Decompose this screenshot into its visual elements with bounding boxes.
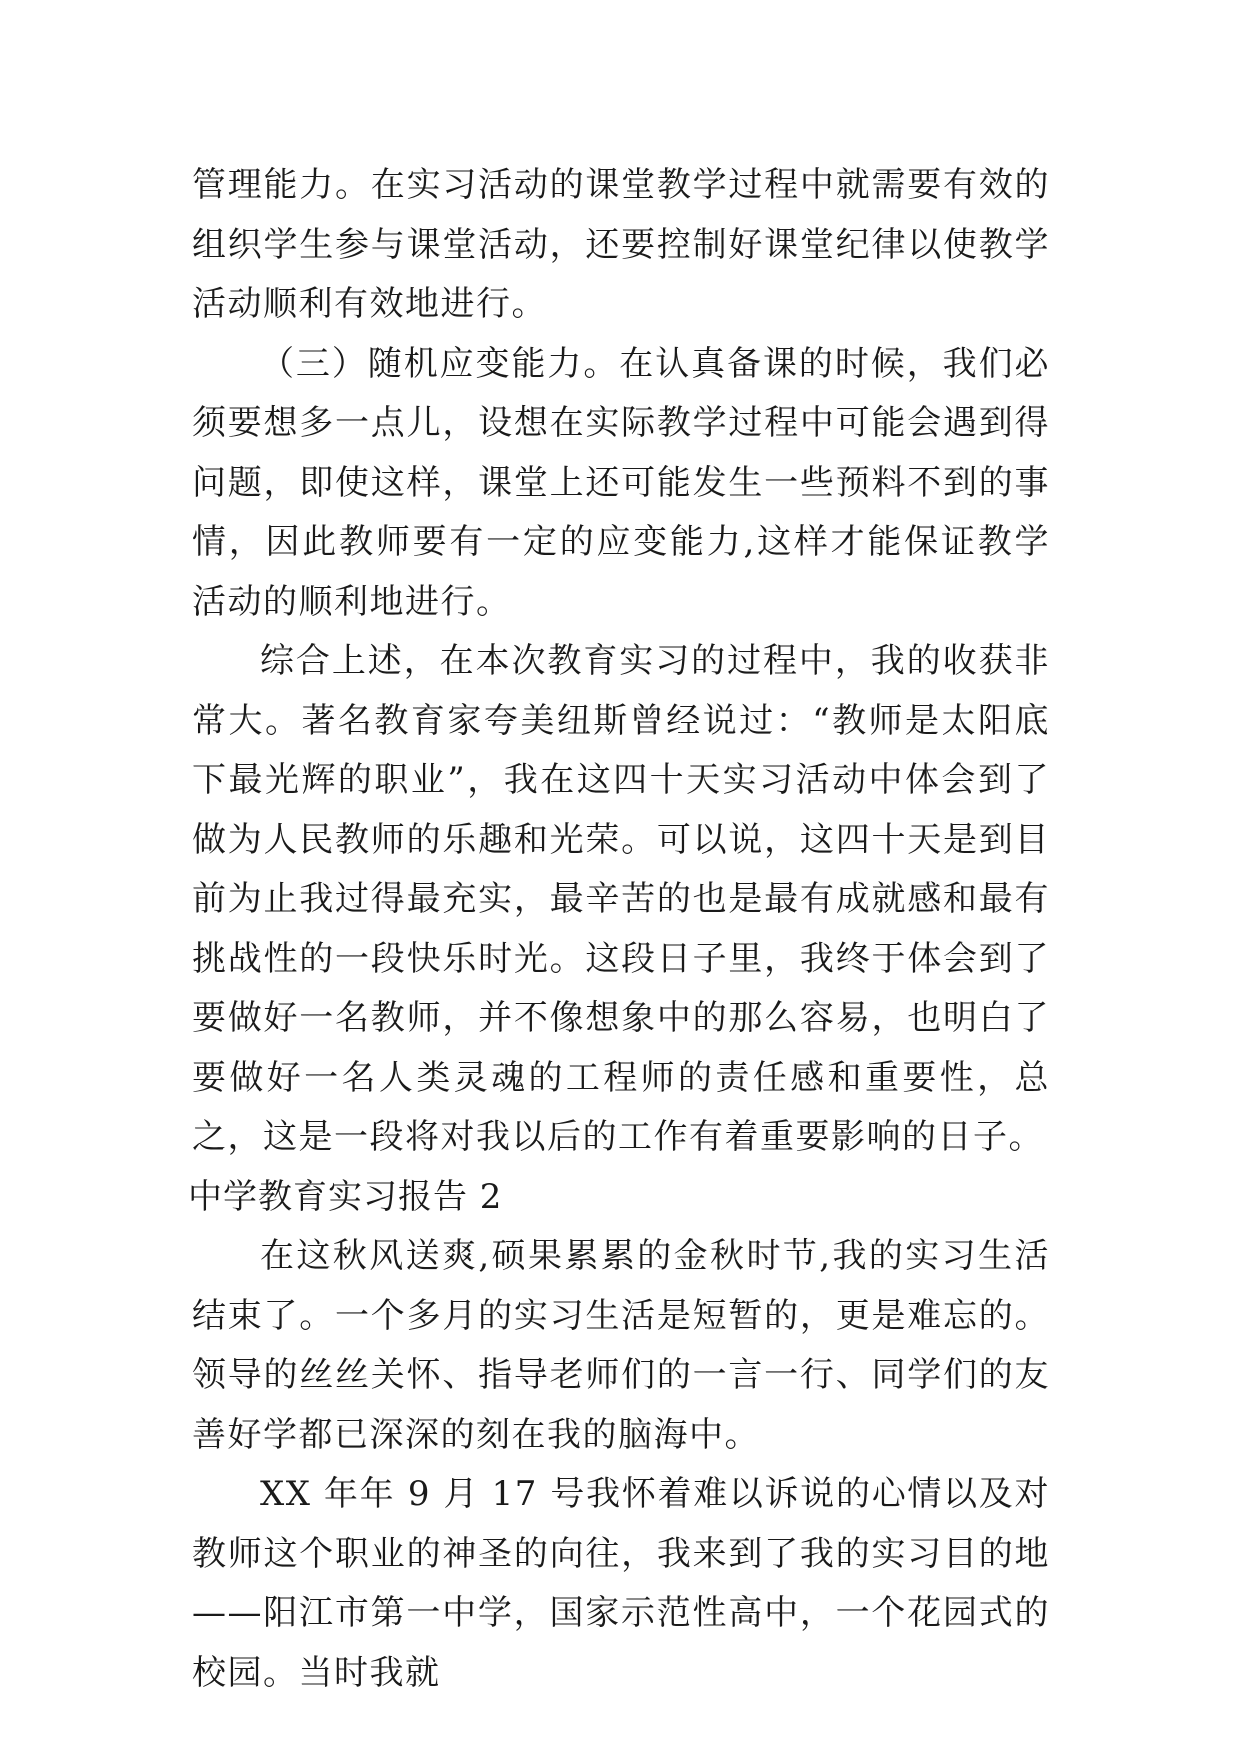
paragraph-arrival: XX 年年 9 月 17 号我怀着难以诉说的心情以及对教师这个职业的神圣的向往，我来到了我的实习目的地——阳江市第一中学，国家示范性高中，一个花园式的校园。当时我就 — [192, 1474, 1050, 1693]
document-body — [188, 156, 1050, 1703]
paragraph-summary: 综合上述，在本次教育实习的过程中，我的收获非常大。著名教育家夸美纽斯曾经说过：“教师是太阳底下最光辉的职业”，我在这四十天实习活动中体会到了做为人民教师的乐趣和光荣。可以说，这四十天是到目前为止我过得最充实，最辛苦的也是最有成就感和最有挑战性的一段快乐时光。这段日子里，我终于体会到了要做好一名教师，并不像想象中的那么容易，也明白了要做好一名人类灵魂的工程师的责任感和重要性，总之，这是一段将对我以后的工作有着重要影响的日子。 — [192, 641, 1050, 1157]
paragraph-adaptability: （三）随机应变能力。在认真备课的时候，我们必须要想多一点儿，设想在实际教学过程中可能会遇到得问题，即使这样，课堂上还可能发生一些预料不到的事情，因此教师要有一定的应变能力,这样才能保证教学活动的顺利地进行。 — [192, 343, 1050, 622]
paragraph-management-ability: 管理能力。在实习活动的课堂教学过程中就需要有效的组织学生参与课堂活动，还要控制好课堂纪律以使教学活动顺利有效地进行。 — [192, 165, 1050, 324]
section-title: 中学教育实习报告 2 — [188, 1176, 503, 1217]
paragraph-autumn: 在这秋风送爽,硕果累累的金秋时节,我的实习生活结束了。一个多月的实习生活是短暂的，更是难忘的。领导的丝丝关怀、指导老师们的一言一行、同学们的友善好学都已深深的刻在我的脑海中。 — [192, 1236, 1050, 1455]
